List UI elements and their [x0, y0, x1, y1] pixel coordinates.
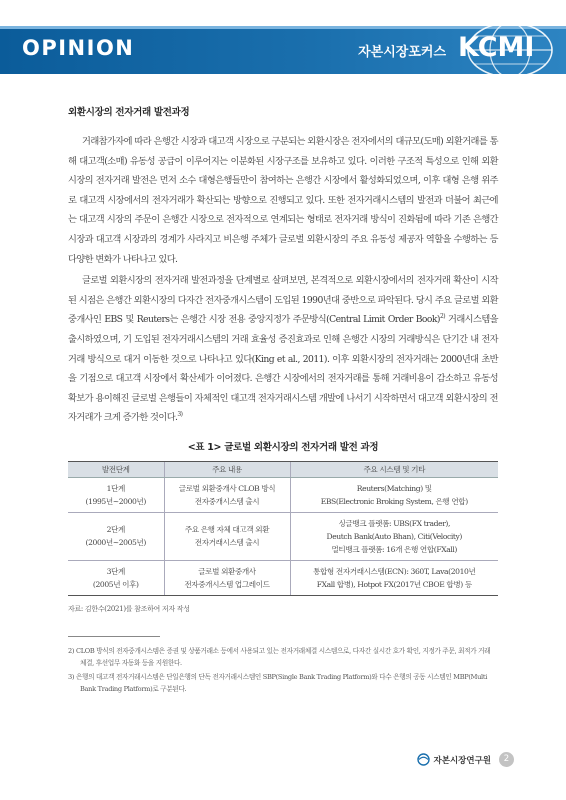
- footnote-divider: [68, 636, 160, 637]
- table-cell-systems: 싱글뱅크 플랫폼: UBS(FX trader), Deutch Bank(Auto Bhan), Citi(Velocity) 멀티뱅크 플랫폼: 16개 은행 연합(FXall): [290, 512, 498, 560]
- table-row: [68, 477, 498, 512]
- paragraph-1: 거래참가자에 따라 은행간 시장과 대고객 시장으로 구분되는 외환시장은 전자에서의 대규모(도매) 외환거래를 통해 대고객(소매) 유동성 공급이 이루어지는 이분화된 시장구조를 보유하고 있다. 이러한 구조적 특성으로 인해 외환시장의 전자거래 발전은 먼저 소수 대형은행들만이 참여하는 은행간 시장에서 활성화되었으며, 이후 대형 은행 위주로 대고객 시장에서의 전자거래가 확산되는 방향으로 진행되고 있다. 또한 전자거래시스템의 발전과 더불어 최근에는 대고객 시장의 주문이 은행간 시장으로 전자적으로 연계되는 형태로 전자거래 방식이 진화됨에 따라 기존 은행간 시장과 대고객 시장과의 경계가 사라지고 비은행 주체가 글로벌 외환시장의 주요 유동성 제공자 역할을 수행하는 등 다양한 변화가 나타나고 있다.: [68, 136, 498, 265]
- evolution-table: [68, 461, 498, 596]
- footnote-2: 2) CLOB 방식의 전자중개시스템은 증권 및 상품거래소 등에서 사용되고 있는 전자거래체결 시스템으로, 다자간 실시간 호가 확인, 지정가 주문, 최적가 거래 체결, 후선업무 자동화 등을 지원한다.: [68, 646, 491, 667]
- main-content: [68, 104, 498, 697]
- table-header-cell: 주요 시스템 및 기타: [290, 461, 498, 477]
- table-cell-content: 글로벌 외환중개사 전자중개시스템 업그레이드: [164, 560, 290, 595]
- footer-org-name: 자본시장연구원: [433, 755, 491, 766]
- table-cell-content: 주요 은행 자체 대고객 외환 전자거래시스템 출시: [164, 512, 290, 560]
- table-header-row: [68, 461, 498, 477]
- logo-text: KCMI: [458, 32, 535, 63]
- table-title: <표 1> 글로벌 외환시장의 전자거래 발전 과정: [187, 441, 379, 453]
- page-header: [0, 26, 566, 74]
- footnote-ref-3[interactable]: 3): [177, 411, 183, 419]
- table-cell-content: 글로벌 외환중개사 CLOB 방식 전자중개시스템 출시: [164, 477, 290, 512]
- table-row: [68, 512, 498, 560]
- footnote-3: 3) 은행의 대고객 전자거래시스템은 단일은행의 단독 전자거래시스템인 SBP(Single Bank Trading Platform)와 다수 은행의 공동 시스템인 MBP(Multi Bank Trading Platform)로 구분된다.: [68, 672, 488, 693]
- table-cell-systems: Reuters(Matching) 및 EBS(Electronic Broking System, 은행 연합): [290, 477, 498, 512]
- table-cell-stage: 1단계 (1995년~2000년): [68, 477, 164, 512]
- header-label: OPINION: [22, 36, 135, 60]
- table-row: [68, 560, 498, 595]
- page-number: 2: [499, 752, 514, 767]
- table-cell-stage: 2단계 (2000년~2005년): [68, 512, 164, 560]
- table-header-cell: 발전단계: [68, 461, 164, 477]
- org-logo-icon: [417, 753, 430, 766]
- table-source: 자료: 김한수(2021)를 참조하여 저자 작성: [68, 604, 190, 613]
- header-section-name: 자본시장포커스: [358, 45, 446, 60]
- paragraph-2: 글로벌 외환시장의 전자거래 발전과정을 단계별로 살펴보면, 본격적으로 외환시장에서의 전자거래 확산이 시작된 시점은 은행간 외환시장의 다자간 전자중개시스템이 도입된 1990년대 중반으로 파악된다. 당시 주요 글로벌 외환중개사인 EBS 및 Reuters는 은행간 시장 전용 중앙지정가 주문방식(Central Limit Order Book)$^{2)}$ 거래시스템을 출시하였으며, 기 도입된 전자거래시스템의 거래 효율성 증진효과로 인해 은행간 시장의 거래방식은 단기간 내 전자거래 방식으로 대거 이동한 것으로 나타나고 있다(King et al., 2011). 이후 외환시장의 전자거래는 2000년대 초반을 기점으로 대고객 시장에서 확산세가 이어졌다. 은행간 시장에서의 전자거래를 통해 거래비용이 감소하고 유동성 확보가 용이해진 글로벌 은행들이 자체적인 대고객 전자거래시스템 개발에 나서기 시작하면서 대고객 외환시장의 전자거래가 크게 증가한 것이다.$^{3)}$: [68, 275, 498, 424]
- table-cell-systems: 통합형 전자거래시스템(ECN): 360T, Lava(2010년 FXall 합병), Hotpot FX(2017년 CBOE 합병) 등: [290, 560, 498, 595]
- section-title: 외환시장의 전자거래 발전과정: [68, 107, 190, 118]
- kcmi-logo: [452, 20, 558, 80]
- table-header-cell: 주요 내용: [164, 461, 290, 477]
- table-cell-stage: 3단계 (2005년 이후): [68, 560, 164, 595]
- page-footer: [417, 752, 514, 767]
- footnote-ref-2[interactable]: 2): [439, 313, 446, 321]
